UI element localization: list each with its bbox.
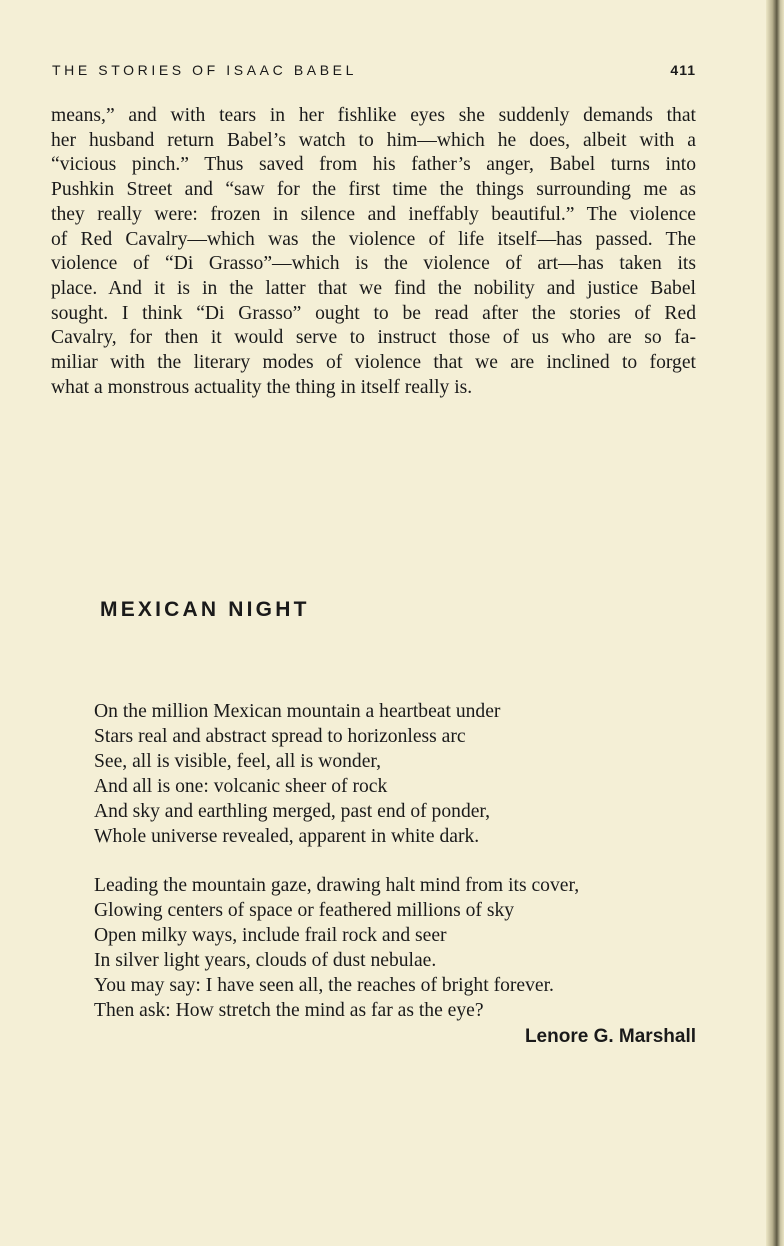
poem-stanza-2 [94,874,579,1023]
poem-title: MEXICAN NIGHT [100,598,310,621]
prose-line: “vicious pinch.” Thus saved from his father’s anger, Babel turns into [51,154,696,176]
verse-line: Whole universe revealed, apparent in white dark. [94,825,480,847]
verse-line: Then ask: How stretch the mind as far as the eye? [94,999,484,1021]
prose-line: place. And it is in the latter that we find the nobility and justice Babel [51,277,696,299]
prose-line: miliar with the literary modes of violence that we are inclined to forget [51,352,696,374]
poem-author: Lenore G. Marshall [524,1026,696,1047]
verse-line: On the million Mexican mountain a heartbeat under [94,701,501,722]
verse-line: Open milky ways, include frail rock and seer [94,924,447,946]
verse-line: Leading the mountain gaze, drawing halt mind from its cover, [94,875,580,896]
prose-line: violence of “Di Grasso”—which is the violence of art—has taken its [51,253,696,275]
prose-line: her husband return Babel’s watch to him—which he does, albeit with a [51,129,696,151]
prose-line: they really were: frozen in silence and ineffably beautiful.” The violence [51,203,696,225]
verse-line: And sky and earthling merged, past end of ponder, [94,800,491,822]
prose-line: Pushkin Street and “saw for the first time the things surrounding me as [51,179,696,201]
essay-paragraph [51,104,696,400]
verse-line: In silver light years, clouds of dust nebulae. [94,949,437,971]
page-edge-shadow [766,0,784,1246]
prose-line: of Red Cavalry—which was the violence of life itself—has passed. The [51,228,696,250]
prose-line: means,” and with tears in her fishlike eyes she suddenly demands that [51,105,696,126]
page-number: 411 [670,62,696,78]
prose-line: Cavalry, for then it would serve to instruct those of us who are so fa- [51,327,696,349]
verse-line: Glowing centers of space or feathered millions of sky [94,899,515,921]
verse-line: And all is one: volcanic sheer of rock [94,775,388,797]
verse-line: Stars real and abstract spread to horizonless arc [94,725,466,747]
running-head [52,62,696,84]
verse-line: You may say: I have seen all, the reaches of bright forever. [94,974,554,996]
running-title: THE STORIES OF ISAAC BABEL [52,62,357,78]
poem-stanza-1 [94,700,500,849]
verse-line: See, all is visible, feel, all is wonder, [94,750,382,772]
prose-line: sought. I think “Di Grasso” ought to be read after the stories of Red [51,302,696,324]
prose-line: what a monstrous actuality the thing in itself really is. [51,376,473,398]
